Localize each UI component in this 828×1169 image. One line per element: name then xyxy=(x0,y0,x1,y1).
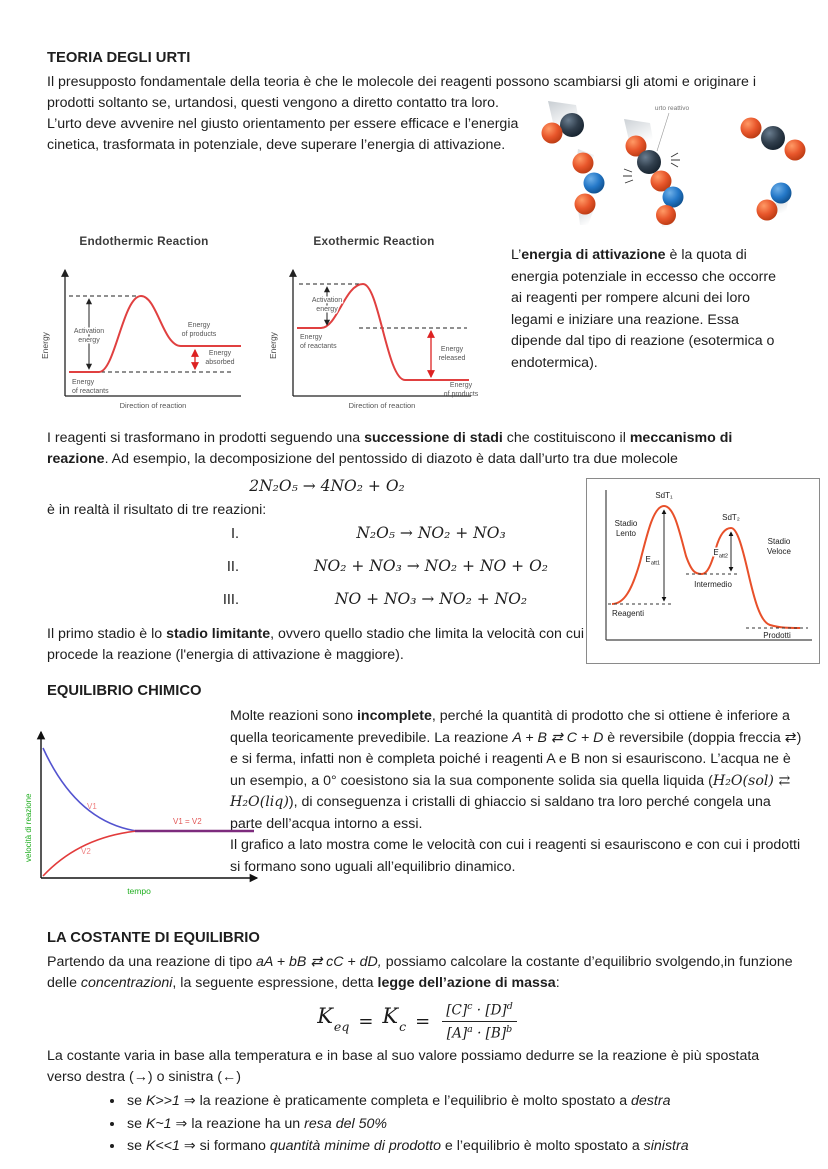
costante-paragraph-2: La costante varia in base alla temperatura e in base al suo valore possiamo dedurre se la reazione è più spostata verso destra (→) o sinistra (←) xyxy=(47,1048,760,1086)
att-text-1: L’ xyxy=(511,247,522,263)
primo-stadio-paragraph xyxy=(47,624,595,666)
equil-text-1: Molte reazioni sono xyxy=(230,708,357,724)
v2-label: V2 xyxy=(81,847,91,856)
prodotti-label: Prodotti xyxy=(763,631,791,640)
atom-orange xyxy=(757,200,778,221)
activation-label-1: Activation xyxy=(73,328,105,335)
sdt1-label: SdT₁ xyxy=(655,491,673,500)
activation-label-2: energy xyxy=(78,337,100,344)
equil-text-2: , perché la quantità di prodotto che si ottiene è inferiore a quella teoricamente prevedibile. La reazione xyxy=(230,708,790,746)
collision-figure xyxy=(520,101,810,227)
intermedio-label: Intermedio xyxy=(694,580,732,589)
y-axis-label: velocità di reazione xyxy=(24,793,33,862)
reaction-stages-figure xyxy=(586,478,820,671)
cost-text-4: : xyxy=(555,975,560,991)
molecule-collision-illustration xyxy=(520,101,810,227)
endothermic-title: Endothermic Reaction xyxy=(79,234,209,248)
step-equation: NO + NO₃ → NO₂ + NO₂ xyxy=(334,590,528,608)
atom-blue xyxy=(771,183,792,204)
equil-reaction-italic: A + B ⇄ C + D xyxy=(512,729,604,746)
fraction-numerator: $[C]^c \cdot [D]^d$ xyxy=(442,1001,517,1022)
atom-orange xyxy=(785,140,806,161)
reactants-label-1: Energy xyxy=(300,334,323,341)
step-equation: NO₂ + NO₃ → NO₂ + NO + O₂ xyxy=(313,557,548,575)
reactants-label-1: Energy xyxy=(72,379,95,386)
step-numeral: III. xyxy=(222,592,239,608)
primo-bold: stadio limitante xyxy=(166,626,271,642)
stadio-lento-label-1: Stadio xyxy=(614,519,638,528)
absorbed-label-2: absorbed xyxy=(205,359,235,366)
cost-italic-2: concentrazioni xyxy=(80,975,173,991)
activation-label-1: Activation xyxy=(311,297,343,304)
sdt2-label: SdT₂ xyxy=(722,513,740,522)
activation-label-2: energy xyxy=(316,306,338,313)
bullet-k-much-less: • se K<<1 ⇒ si formano quantità minime di prodotto e l’equilibrio è molto spostato a sinistra xyxy=(125,1136,787,1157)
x-axis-label: tempo xyxy=(127,886,151,896)
velocity-graph-figure xyxy=(21,710,273,912)
atom-orange xyxy=(741,118,762,139)
mech-bold-2: meccanismo di reazione xyxy=(47,430,733,467)
released-label-2: released xyxy=(438,355,466,362)
att-text-2: è la quota di energia potenziale in eccesso che occorre ai reagenti per rompere alcuni dei loro legami e iniziare una reazione. Essa dipende dal tipo di reazione (esotermica o endotermica). xyxy=(511,247,776,371)
equil-h2o-math: H₂O(sol) ⇄ H₂O(liq) xyxy=(230,772,791,810)
mechanism-section xyxy=(47,428,792,666)
atom-orange xyxy=(573,153,594,174)
cost-reaction-italic: aA + bB ⇄ cC + dD, xyxy=(256,954,382,970)
mech-text-1: I reagenti si trasformano in prodotti seguendo una xyxy=(47,430,365,446)
step-equation: N₂O₅ → NO₂ + NO₃ xyxy=(356,524,506,542)
atom-orange xyxy=(542,123,563,144)
k-subscript-eq: eq xyxy=(333,1018,350,1034)
cost-text-1: Partendo da una reazione di tipo xyxy=(47,954,257,970)
decomposition-equation: 2N₂O₅ → 4NO₂ + O₂ xyxy=(249,477,405,495)
att-text-bold: energia di attivazione xyxy=(521,247,666,263)
velocity-time-graph xyxy=(21,710,273,905)
equals-sign: = xyxy=(415,1010,431,1032)
equil-text-5: Il grafico a lato mostra come le velocità con cui i reagenti si esauriscono e con cui i prodotti si formano sono uguali all’equilibrio dinamico. xyxy=(230,837,801,875)
fraction-denominator: $[A]^a \cdot [B]^b$ xyxy=(446,1023,513,1042)
equil-text-4: ), di conseguenza i cristalli di ghiaccio si saldano tra loro perché congela una parte dell’acqua intorno a essi. xyxy=(230,794,771,832)
atom-dark xyxy=(761,126,785,150)
mech-text-2: che costituiscono il xyxy=(502,430,630,446)
section-heading-costante: LA COSTANTE DI EQUILIBRIO xyxy=(47,930,260,946)
reaction-steps xyxy=(197,523,607,622)
atom-blue xyxy=(663,187,684,208)
v1v2-label: V1 = V2 xyxy=(173,817,202,826)
absorbed-label-1: Energy xyxy=(208,350,232,357)
mech-bold-1: successione di stadi xyxy=(364,430,503,446)
stadio-veloce-label-1: Stadio xyxy=(767,537,791,546)
teoria-paragraph xyxy=(47,72,787,156)
atom-orange xyxy=(656,205,676,225)
mass-action-formula-row xyxy=(47,1001,787,1041)
products-label-1: Energy xyxy=(449,382,473,389)
collision-label: urto reattivo xyxy=(654,105,690,112)
kc-symbol: $K_c$ xyxy=(382,1003,407,1034)
equilibrio-row xyxy=(24,706,802,914)
products-label-2: of products xyxy=(443,391,479,398)
products-label-1: Energy xyxy=(187,322,211,329)
reaction-step-2 xyxy=(197,556,607,589)
atom-dark xyxy=(637,150,661,174)
y-axis-label: Energy xyxy=(268,332,278,359)
reaction-step-1 xyxy=(197,523,607,556)
v1-label: V1 xyxy=(87,802,97,811)
eatt2-label: $E_{att2}$ xyxy=(713,548,728,560)
costante-paragraph xyxy=(47,952,793,994)
activation-energy-text xyxy=(511,231,787,419)
reagenti-label: Reagenti xyxy=(612,609,645,618)
label-leader-line xyxy=(657,113,669,151)
section-heading-teoria: TEORIA DEGLI URTI xyxy=(47,50,191,66)
bullet-k-much-greater: • se K>>1 ⇒ la reazione è praticamente completa e l’equilibrio è molto spostato a destra xyxy=(125,1091,787,1112)
cost-text-2: possiamo calcolare la costante d’equilibrio svolgendo,in funzione delle xyxy=(47,954,793,991)
x-axis-label: Direction of reaction xyxy=(119,401,187,410)
x-axis-label: Direction of reaction xyxy=(348,401,416,410)
exothermic-title: Exothermic Reaction xyxy=(313,234,435,248)
step-numeral: II. xyxy=(226,559,239,575)
cost-text-3: , la seguente espressione, detta xyxy=(172,975,378,991)
equil-bold: incomplete xyxy=(356,708,432,724)
released-label-1: Energy xyxy=(440,346,464,353)
concentration-fraction xyxy=(442,1001,517,1041)
step-numeral: I. xyxy=(230,526,239,542)
k-value-bullet-list xyxy=(47,1091,787,1157)
bullet-k-approx-one: • se K~1 ⇒ la reazione ha un resa del 50% xyxy=(125,1114,787,1135)
exothermic-diagram xyxy=(263,254,485,412)
primo-text-2: , ovvero quello stadio che limita la velocità con cui procede la reazione (l'energia di attivazione è maggiore). xyxy=(47,626,585,663)
k-symbol: $K_{eq}$ xyxy=(317,1003,350,1034)
mechanism-paragraph xyxy=(47,428,789,470)
atom-orange xyxy=(575,194,596,215)
k-subscript-c: c xyxy=(399,1018,407,1034)
stadio-veloce-label-2: Veloce xyxy=(766,547,792,556)
equilibrium-constant-formula xyxy=(317,1001,517,1041)
eatt1-label: $E_{att1}$ xyxy=(645,555,660,567)
primo-text-1: Il primo stadio è lo xyxy=(47,626,167,642)
reaction-step-3 xyxy=(197,589,607,622)
equals-sign: = xyxy=(358,1010,374,1032)
teoria-text-1: Il presupposto fondamentale della teoria è che le molecole dei reagenti possono scambiarsi gli atomi e xyxy=(47,74,690,90)
cost-bold: legge dell’azione di massa xyxy=(377,975,556,991)
products-label-2: of products xyxy=(181,331,217,338)
teoria-text-2: originare i prodotti soltanto se, urtandosi, questi vengono a diretto contatto tra loro. L’urto deve avvenire nel giusto orientamento per essere efficace e l’energia cinetica, trasformata in potenziale, deve superare l’energia di attivazione. xyxy=(47,74,757,153)
endothermic-figure xyxy=(35,231,253,419)
sdt-diagram xyxy=(586,478,820,664)
stadio-lento-label-2: Lento xyxy=(615,529,637,538)
y-axis-label: Energy xyxy=(40,332,50,359)
reactants-label-2: of reactants xyxy=(300,343,337,350)
mech-text-3: . Ad esempio, la decomposizione del pentossido di diazoto è data dall’urto tra due molecole xyxy=(104,451,678,467)
reactants-label-2: of reactants xyxy=(72,388,109,395)
exothermic-figure xyxy=(263,231,485,419)
endothermic-diagram xyxy=(35,254,253,412)
section-heading-equilibrio: EQUILIBRIO CHIMICO xyxy=(47,683,202,699)
equil-text-3: è reversibile (doppia freccia ⇄) e si ferma, infatti non è completa poiché i reagenti A e B non si esauriscono. L’acqua ne è un esempio, a 0° coesistono sia la sua componente solida sia quella liquida ( xyxy=(230,729,802,789)
tre-reazioni-line: è in realtà il risultato di tre reazioni: xyxy=(47,502,267,518)
equilibrio-paragraph xyxy=(230,706,804,878)
atom-blue xyxy=(584,173,605,194)
energy-diagrams-row xyxy=(35,231,787,419)
atom-dark xyxy=(560,113,584,137)
v1-curve xyxy=(43,748,137,831)
